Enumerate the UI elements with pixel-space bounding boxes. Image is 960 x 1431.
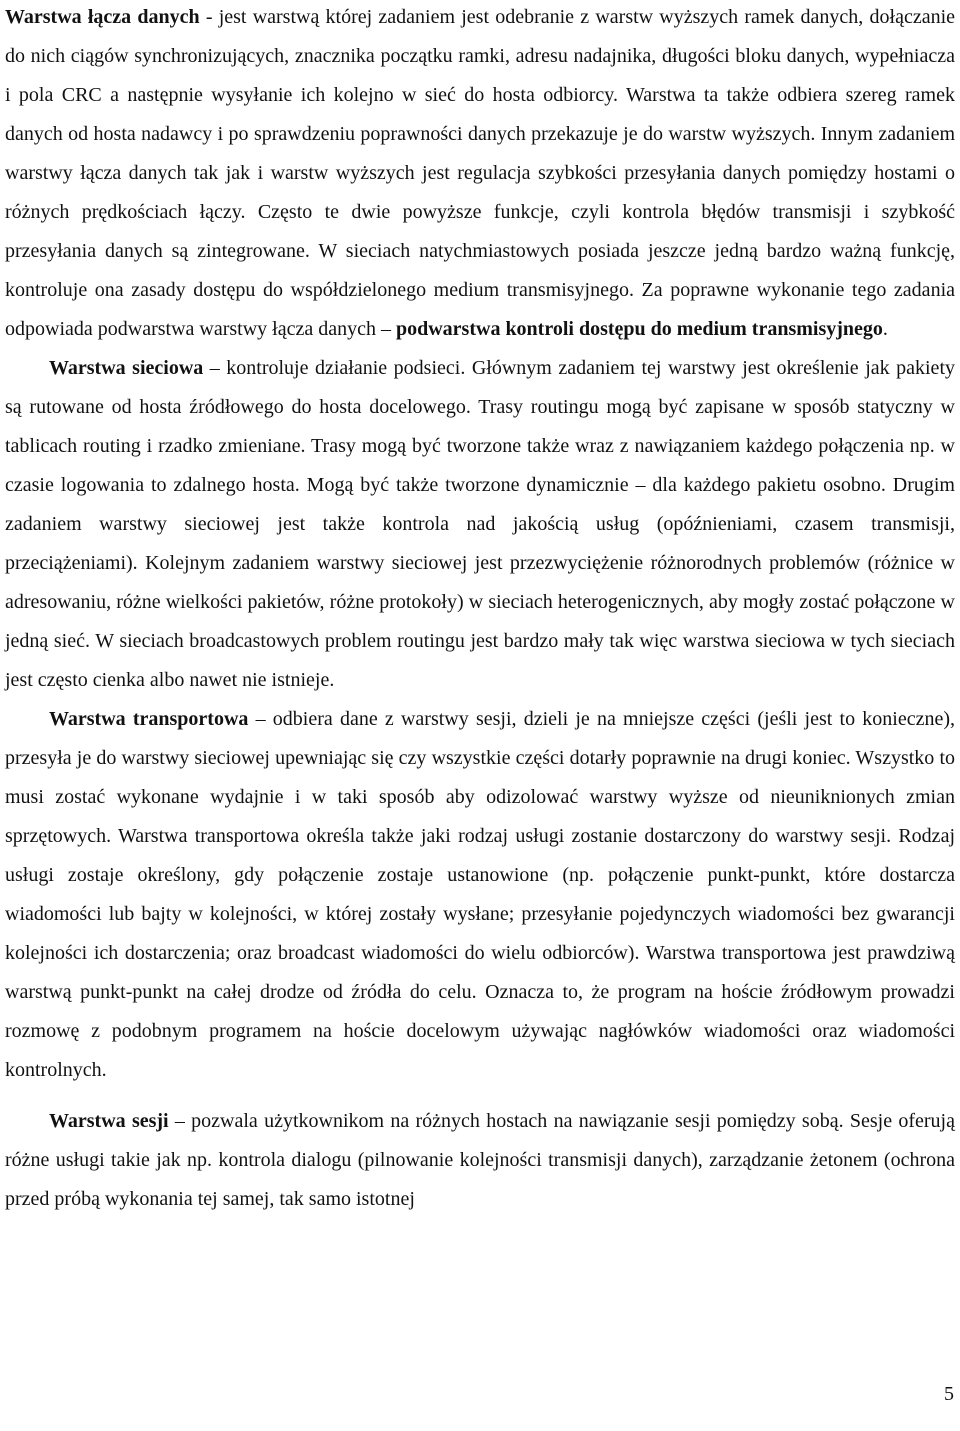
term-transport-layer: Warstwa transportowa [49, 708, 249, 730]
paragraph-text: – kontroluje działanie podsieci. Głównym zadaniem tej warstwy jest określenie jak pakiety są rutowane od hosta źródłowego do hosta docelowego. Trasy routingu mogą być zapisane w sposób statyczny w tablicach routing i rzadko zmieniane. Trasy mogą być tworzone także wraz z nawiązaniem każdego połączenia np. w czasie logowania to zdalnego hosta. Mogą być także tworzone dynamicznie – dla każdego pakietu osobno. Drugim zadaniem warstwy sieciowej jest także kontrola nad jakością usług (opóźnieniami, czasem transmisji, przeciążeniami). Kolejnym zadaniem warstwy sieciowej jest przezwyciężenie różnorodnych problemów (różnice w adresowaniu, różne wielkości pakietów, różne protokoły) w sieciach heterogenicznych, aby mogły zostać połączone w jedną sieć. W sieciach broadcastowych problem routingu jest bardzo mały tak więc warstwa sieciowa w tych sieciach jest często cienka albo nawet nie istnieje. [5, 357, 955, 691]
paragraph-transport-layer [5, 700, 955, 1090]
term-data-link-layer: Warstwa łącza danych [5, 6, 200, 28]
page-number: 5 [944, 1383, 954, 1405]
term-mac-sublayer: podwarstwa kontroli dostępu do medium transmisyjnego [395, 318, 883, 340]
paragraph-data-link-layer [5, 0, 955, 349]
term-network-layer: Warstwa sieciowa [49, 357, 204, 379]
term-session-layer: Warstwa sesji [49, 1110, 169, 1132]
paragraph-network-layer [5, 349, 955, 700]
paragraph-tail: . [882, 318, 888, 340]
paragraph-text: – pozwala użytkownikom na różnych hostach na nawiązanie sesji pomiędzy sobą. Sesje oferują różne usługi takie jak np. kontrola dialogu (pilnowanie kolejności transmisji danych), zarządzanie żetonem (ochrona przed próbą wykonania tej samej, tak samo istotnej [5, 1110, 955, 1210]
paragraph-text: – odbiera dane z warstwy sesji, dzieli je na mniejsze części (jeśli jest to konieczne), przesyła je do warstwy sieciowej upewniając się czy wszystkie części dotarły poprawnie na drugi koniec. Wszystko to musi zostać wykonane wydajnie i w taki sposób aby odizolować warstwy wyższe od nieuniknionych zmian sprzętowych. Warstwa transportowa określa także jaki rodzaj usługi zostanie dostarczony do warstwy sesji. Rodzaj usługi zostaje określony, gdy połączenie zostaje ustanowione (np. połączenie punkt-punkt, które dostarcza wiadomości lub bajty w kolejności, w której zostały wysłane; przesyłanie pojedynczych wiadomości bez gwarancji kolejności ich dostarczenia; oraz broadcast wiadomości do wielu odbiorców). Warstwa transportowa jest prawdziwą warstwą punkt-punkt na całej drodze od źródła do celu. Oznacza to, że program na hoście źródłowym prowadzi rozmowę z podobnym programem na hoście docelowym używając nagłówków wiadomości oraz wiadomości kontrolnych. [5, 708, 955, 1081]
paragraph-session-layer [5, 1102, 955, 1219]
paragraph-text: - jest warstwą której zadaniem jest odebranie z warstw wyższych ramek danych, dołączanie do nich ciągów synchronizujących, znacznika początku ramki, adresu nadajnika, długości bloku danych, wypełniacza i pola CRC a następnie wysyłanie ich kolejno w sieć do hosta odbiorcy. Warstwa ta także odbiera szereg ramek danych od hosta nadawcy i po sprawdzeniu poprawności danych przekazuje je do warstw wyższych. Innym zadaniem warstwy łącza danych tak jak i warstw wyższych jest regulacja szybkości przesyłania danych pomiędzy hostami o różnych prędkościach łączy. Często te dwie powyższe funkcje, czyli kontrola błędów transmisji i szybkość przesyłania danych są zintegrowane. W sieciach natychmiastowych posiada jeszcze jedną bardzo ważną funkcję, kontroluje ona zasady dostępu do współdzielonego medium transmisyjnego. Za poprawne wykonanie tego zadania odpowiada podwarstwa warstwy łącza danych – [5, 6, 956, 340]
document-page [5, 0, 955, 1219]
